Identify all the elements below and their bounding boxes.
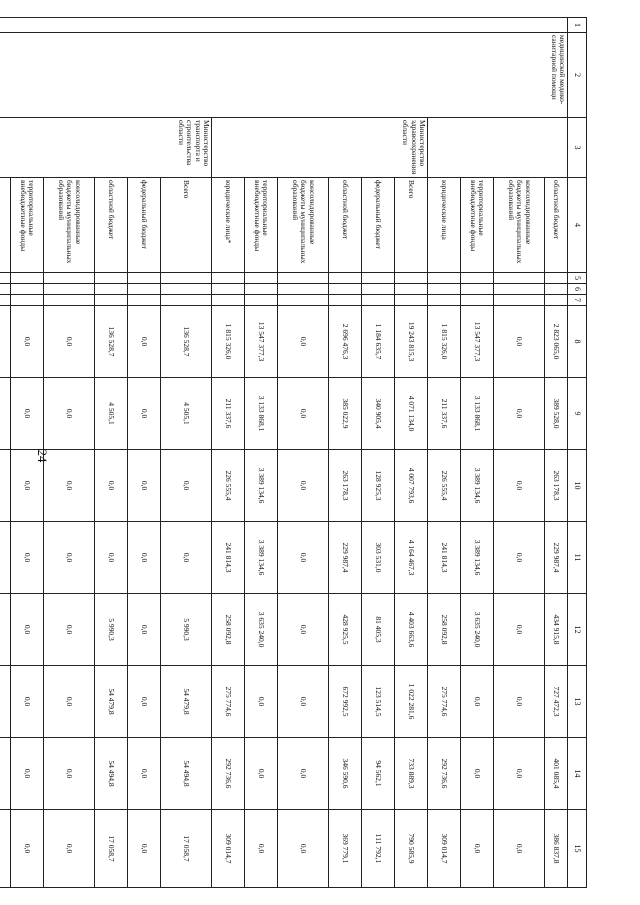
- amount-cell: 3 389 134,6: [461, 450, 494, 522]
- funding-source-cell: федеральный бюджет: [362, 178, 395, 273]
- amount-cell: 0,0: [128, 522, 161, 594]
- empty-cell: [95, 273, 128, 284]
- empty-cell: [245, 295, 278, 306]
- amount-cell: 0,0: [11, 450, 44, 522]
- amount-cell: [0, 522, 11, 594]
- empty-cell: [395, 273, 428, 284]
- amount-cell: 0,0: [44, 810, 95, 888]
- funding-source-cell: областной бюджет: [329, 178, 362, 273]
- amount-cell: [0, 738, 11, 810]
- empty-cell: [428, 273, 461, 284]
- empty-cell: [395, 295, 428, 306]
- amount-cell: 4 505,1: [161, 378, 212, 450]
- rotated-page-content: [19, 17, 587, 887]
- amount-cell: 0,0: [95, 450, 128, 522]
- amount-cell: 54 479,8: [161, 666, 212, 738]
- funding-source-cell: Всего: [161, 178, 212, 273]
- header-cell: 9: [568, 378, 587, 450]
- empty-cell: [278, 284, 329, 295]
- amount-cell: 0,0: [494, 306, 545, 378]
- amount-cell: 727 472,3: [545, 666, 568, 738]
- amount-cell: 0,0: [245, 738, 278, 810]
- empty-cell: [461, 295, 494, 306]
- amount-cell: 13 547 377,3: [461, 306, 494, 378]
- amount-cell: 0,0: [95, 522, 128, 594]
- activity-name-cell: медицинской медико-санитарной помощи: [0, 33, 568, 118]
- empty-cell: [461, 273, 494, 284]
- amount-cell: 229 987,4: [329, 522, 362, 594]
- amount-cell: 303 531,0: [362, 522, 395, 594]
- amount-cell: 5 990,3: [161, 594, 212, 666]
- amount-cell: 0,0: [494, 450, 545, 522]
- amount-cell: 229 987,4: [545, 522, 568, 594]
- amount-cell: 3 389 134,6: [461, 522, 494, 594]
- amount-cell: 0,0: [278, 450, 329, 522]
- table-row: [161, 18, 212, 888]
- funding-source-cell: территориальные внебюджетные фонды: [11, 178, 44, 273]
- amount-cell: 54 479,8: [95, 666, 128, 738]
- amount-cell: 0,0: [278, 594, 329, 666]
- header-cell: 14: [568, 738, 587, 810]
- amount-cell: 0,0: [11, 306, 44, 378]
- amount-cell: 2 696 476,3: [329, 306, 362, 378]
- amount-cell: 309 014,7: [428, 810, 461, 888]
- amount-cell: 94 562,1: [362, 738, 395, 810]
- amount-cell: 0,0: [461, 810, 494, 888]
- amount-cell: 2 823 065,0: [545, 306, 568, 378]
- executor-cell: [428, 118, 568, 178]
- amount-cell: 1 184 635,7: [362, 306, 395, 378]
- amount-cell: 17 058,7: [161, 810, 212, 888]
- amount-cell: 263 178,3: [329, 450, 362, 522]
- amount-cell: 0,0: [44, 378, 95, 450]
- header-cell: 12: [568, 594, 587, 666]
- amount-cell: 428 925,5: [329, 594, 362, 666]
- amount-cell: 81 405,3: [362, 594, 395, 666]
- empty-cell: [128, 273, 161, 284]
- empty-cell: [128, 284, 161, 295]
- empty-cell: [278, 273, 329, 284]
- amount-cell: 3 133 868,1: [461, 378, 494, 450]
- amount-cell: 111 792,1: [362, 810, 395, 888]
- empty-cell: [494, 273, 545, 284]
- amount-cell: 0,0: [278, 666, 329, 738]
- amount-cell: 0,0: [461, 666, 494, 738]
- amount-cell: 4 505,1: [95, 378, 128, 450]
- amount-cell: 0,0: [278, 306, 329, 378]
- amount-cell: 3 389 134,6: [245, 450, 278, 522]
- empty-cell: [212, 273, 245, 284]
- amount-cell: 0,0: [494, 810, 545, 888]
- amount-cell: 0,0: [278, 738, 329, 810]
- amount-cell: 0,0: [278, 522, 329, 594]
- amount-cell: 0,0: [128, 378, 161, 450]
- amount-cell: 0,0: [494, 378, 545, 450]
- amount-cell: 0,0: [11, 666, 44, 738]
- funding-source-cell: консолидированные бюджеты муниципальных образований: [278, 178, 329, 273]
- empty-cell: [362, 273, 395, 284]
- empty-cell: [362, 284, 395, 295]
- empty-cell: [0, 295, 11, 306]
- amount-cell: 275 774,6: [212, 666, 245, 738]
- amount-cell: 275 774,6: [428, 666, 461, 738]
- amount-cell: 258 092,8: [212, 594, 245, 666]
- empty-cell: [329, 273, 362, 284]
- amount-cell: [0, 306, 11, 378]
- header-cell: 3: [568, 118, 587, 178]
- empty-cell: [161, 284, 212, 295]
- amount-cell: 226 555,4: [428, 450, 461, 522]
- funding-source-cell: областной бюджет: [545, 178, 568, 273]
- amount-cell: 0,0: [128, 810, 161, 888]
- table-row: [545, 18, 568, 888]
- amount-cell: 3 389 134,6: [245, 522, 278, 594]
- table-row: [395, 18, 428, 888]
- amount-cell: 19 243 815,3: [395, 306, 428, 378]
- header-cell: 7: [568, 295, 587, 306]
- funding-source-cell: территориальные внебюджетные фонды: [461, 178, 494, 273]
- amount-cell: 0,0: [461, 738, 494, 810]
- table-body: [0, 18, 568, 888]
- amount-cell: 0,0: [128, 450, 161, 522]
- amount-cell: 54 494,8: [95, 738, 128, 810]
- amount-cell: 4 007 793,6: [395, 450, 428, 522]
- funding-source-cell: областной бюджет: [95, 178, 128, 273]
- amount-cell: 733 889,3: [395, 738, 428, 810]
- header-cell: 15: [568, 810, 587, 888]
- empty-cell: [44, 284, 95, 295]
- amount-cell: 0,0: [278, 378, 329, 450]
- amount-cell: 292 736,6: [212, 738, 245, 810]
- amount-cell: 54 494,8: [161, 738, 212, 810]
- amount-cell: 1 815 326,0: [212, 306, 245, 378]
- empty-cell: [461, 284, 494, 295]
- amount-cell: 309 014,7: [212, 810, 245, 888]
- header-cell: 5: [568, 273, 587, 284]
- empty-cell: [545, 284, 568, 295]
- funding-source-cell: Всего: [395, 178, 428, 273]
- amount-cell: 258 092,8: [428, 594, 461, 666]
- amount-cell: 17 058,7: [95, 810, 128, 888]
- amount-cell: 0,0: [494, 594, 545, 666]
- empty-cell: [395, 284, 428, 295]
- amount-cell: 0,0: [128, 306, 161, 378]
- amount-cell: 0,0: [128, 594, 161, 666]
- empty-cell: [362, 295, 395, 306]
- amount-cell: 369 779,1: [329, 810, 362, 888]
- budget-table: [0, 17, 587, 888]
- funding-source-cell: юридические лица*: [212, 178, 245, 273]
- header-cell: 13: [568, 666, 587, 738]
- amount-cell: 1 815 326,0: [428, 306, 461, 378]
- amount-cell: [0, 378, 11, 450]
- amount-cell: 263 178,3: [545, 450, 568, 522]
- amount-cell: [0, 810, 11, 888]
- amount-cell: 0,0: [44, 666, 95, 738]
- amount-cell: 434 915,8: [545, 594, 568, 666]
- amount-cell: [0, 450, 11, 522]
- amount-cell: 3 635 240,0: [461, 594, 494, 666]
- empty-cell: [95, 295, 128, 306]
- amount-cell: 385 022,9: [329, 378, 362, 450]
- amount-cell: 0,0: [44, 522, 95, 594]
- amount-cell: 0,0: [245, 810, 278, 888]
- amount-cell: 401 085,4: [545, 738, 568, 810]
- amount-cell: 4 403 663,6: [395, 594, 428, 666]
- amount-cell: 389 528,0: [545, 378, 568, 450]
- funding-source-cell: федеральный бюджет: [128, 178, 161, 273]
- empty-cell: [329, 295, 362, 306]
- empty-cell: [245, 273, 278, 284]
- empty-cell: [545, 295, 568, 306]
- empty-cell: [161, 295, 212, 306]
- amount-cell: 0,0: [44, 306, 95, 378]
- amount-cell: 340 905,4: [362, 378, 395, 450]
- empty-cell: [44, 273, 95, 284]
- funding-source-cell: территориальные внебюджетные фонды: [245, 178, 278, 273]
- amount-cell: 3 635 240,0: [245, 594, 278, 666]
- funding-source-cell: юридические лица: [428, 178, 461, 273]
- amount-cell: 672 992,5: [329, 666, 362, 738]
- header-cell: 11: [568, 522, 587, 594]
- header-cell: 4: [568, 178, 587, 273]
- amount-cell: 211 337,6: [212, 378, 245, 450]
- empty-cell: [11, 295, 44, 306]
- header-cell: 10: [568, 450, 587, 522]
- empty-cell: [494, 295, 545, 306]
- amount-cell: 226 555,4: [212, 450, 245, 522]
- empty-cell: [11, 284, 44, 295]
- amount-cell: 1 022 281,6: [395, 666, 428, 738]
- amount-cell: 0,0: [278, 810, 329, 888]
- header-cell: 1: [568, 18, 587, 33]
- executor-cell: Министерство здравоохранения области: [212, 118, 428, 178]
- empty-cell: [278, 295, 329, 306]
- executor-cell: Министерство транспорта и строительства области: [0, 118, 212, 178]
- amount-cell: 790 585,9: [395, 810, 428, 888]
- row-number-cell: [0, 18, 568, 33]
- empty-cell: [95, 284, 128, 295]
- amount-cell: 0,0: [161, 522, 212, 594]
- amount-cell: 0,0: [11, 810, 44, 888]
- amount-cell: 241 814,3: [428, 522, 461, 594]
- amount-cell: 0,0: [494, 738, 545, 810]
- header-cell: 8: [568, 306, 587, 378]
- amount-cell: 0,0: [494, 666, 545, 738]
- amount-cell: 0,0: [11, 594, 44, 666]
- amount-cell: 0,0: [11, 378, 44, 450]
- funding-source-cell: консолидированные бюджеты муниципальных образований: [44, 178, 95, 273]
- amount-cell: 3 133 868,1: [245, 378, 278, 450]
- amount-cell: 4 164 467,3: [395, 522, 428, 594]
- amount-cell: 0,0: [128, 666, 161, 738]
- empty-cell: [329, 284, 362, 295]
- amount-cell: 0,0: [44, 594, 95, 666]
- page-number: 24: [35, 449, 50, 463]
- amount-cell: 292 736,6: [428, 738, 461, 810]
- empty-cell: [494, 284, 545, 295]
- empty-cell: [11, 273, 44, 284]
- amount-cell: 136 528,7: [95, 306, 128, 378]
- funding-source-cell: консолидированные бюджеты муниципальных образований: [494, 178, 545, 273]
- amount-cell: 13 547 377,3: [245, 306, 278, 378]
- empty-cell: [428, 284, 461, 295]
- amount-cell: 0,0: [11, 738, 44, 810]
- amount-cell: 4 071 134,0: [395, 378, 428, 450]
- amount-cell: 241 814,3: [212, 522, 245, 594]
- empty-cell: [428, 295, 461, 306]
- empty-cell: [161, 273, 212, 284]
- amount-cell: [0, 666, 11, 738]
- amount-cell: 0,0: [44, 450, 95, 522]
- amount-cell: 0,0: [494, 522, 545, 594]
- amount-cell: 136 528,7: [161, 306, 212, 378]
- amount-cell: 0,0: [44, 738, 95, 810]
- amount-cell: 346 590,6: [329, 738, 362, 810]
- amount-cell: [0, 594, 11, 666]
- funding-source-cell: [0, 178, 11, 273]
- empty-cell: [545, 273, 568, 284]
- empty-cell: [0, 284, 11, 295]
- amount-cell: 5 990,3: [95, 594, 128, 666]
- amount-cell: 211 337,6: [428, 378, 461, 450]
- amount-cell: 0,0: [11, 522, 44, 594]
- empty-cell: [44, 295, 95, 306]
- amount-cell: 0,0: [128, 738, 161, 810]
- amount-cell: 0,0: [245, 666, 278, 738]
- amount-cell: 123 514,5: [362, 666, 395, 738]
- empty-cell: [0, 273, 11, 284]
- table-header-row: [568, 18, 587, 888]
- empty-cell: [212, 295, 245, 306]
- amount-cell: 0,0: [161, 450, 212, 522]
- header-cell: 2: [568, 33, 587, 118]
- amount-cell: 386 837,8: [545, 810, 568, 888]
- header-cell: 6: [568, 284, 587, 295]
- empty-cell: [245, 284, 278, 295]
- amount-cell: 128 925,3: [362, 450, 395, 522]
- empty-cell: [212, 284, 245, 295]
- empty-cell: [128, 295, 161, 306]
